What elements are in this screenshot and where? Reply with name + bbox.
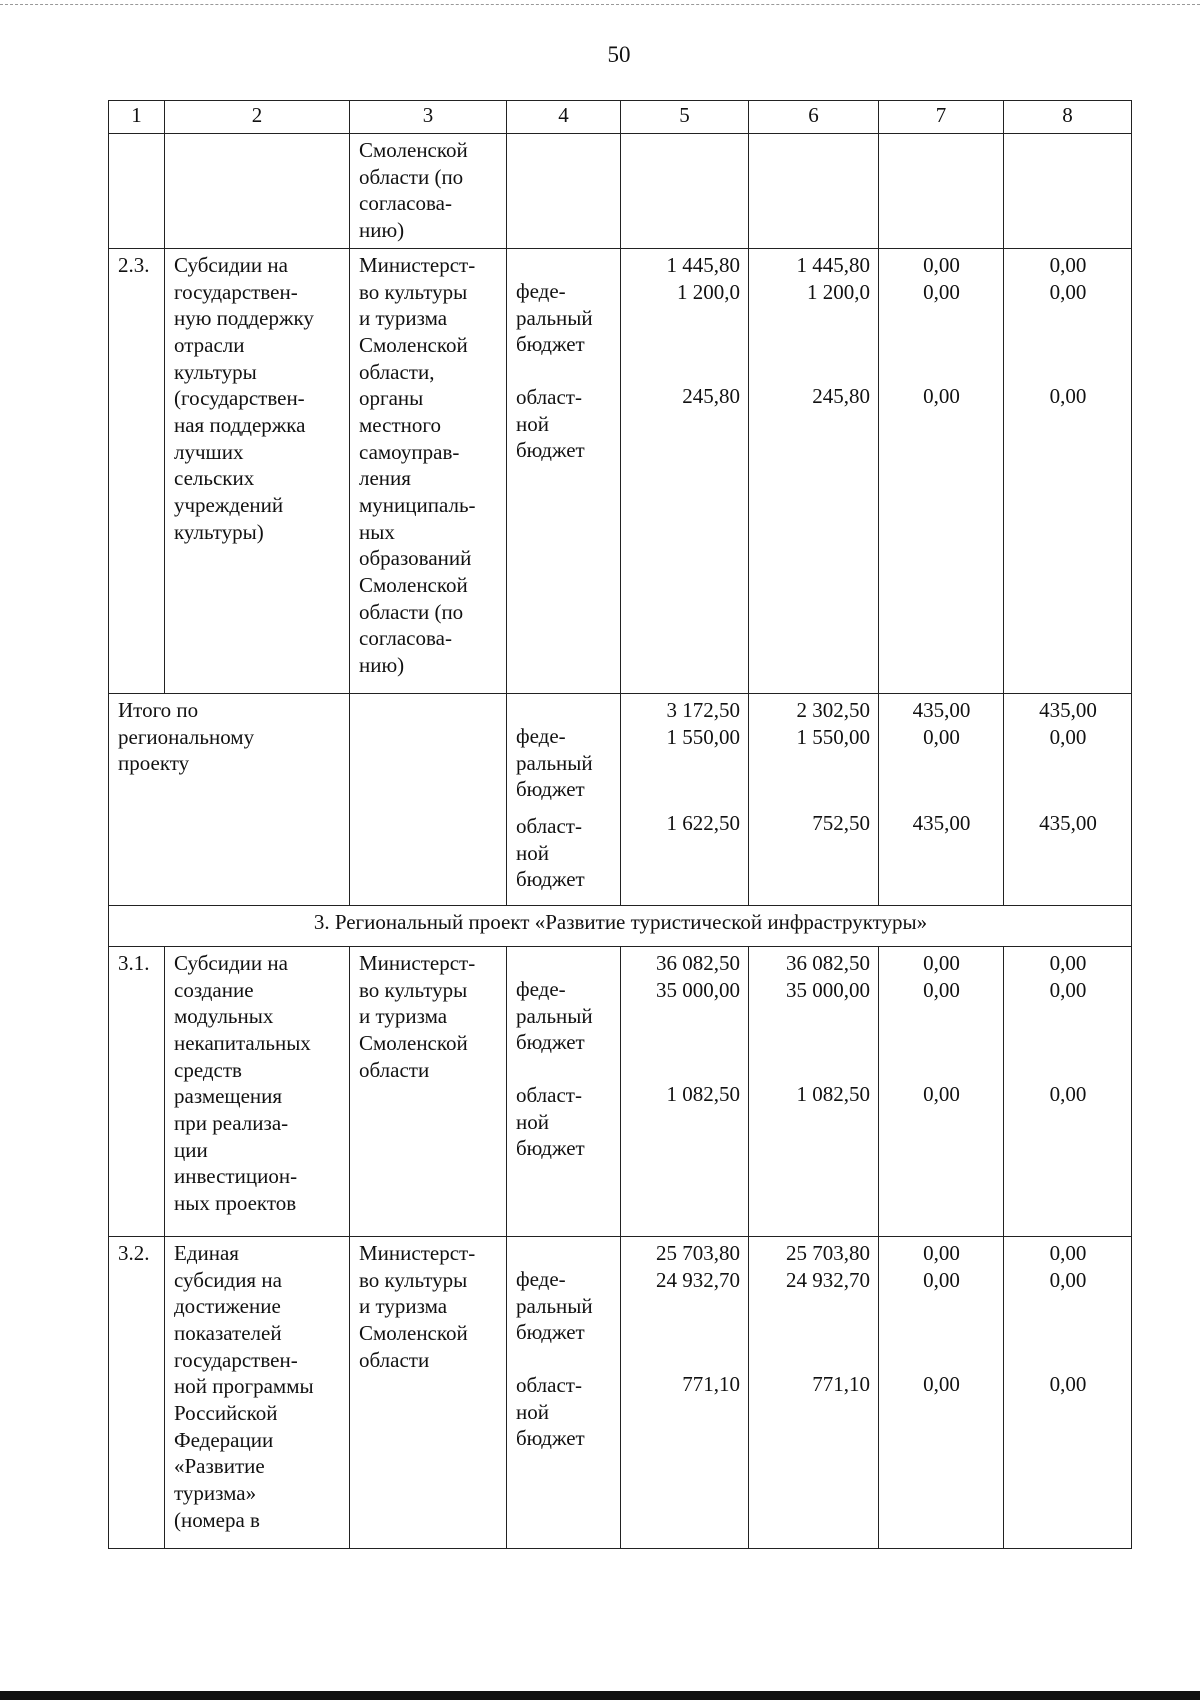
text-line: местного xyxy=(359,412,441,437)
text-line: област- xyxy=(516,813,582,838)
header-cell: 3 xyxy=(350,101,507,134)
cell-num: 3.2. xyxy=(109,1237,165,1549)
header-cell: 2 xyxy=(165,101,350,134)
text-line: учреждений xyxy=(174,492,284,517)
text-line: Субсидии на xyxy=(174,253,288,277)
cell-col5 xyxy=(621,947,749,1237)
text-line: создание xyxy=(174,977,254,1002)
text-line: культуры) xyxy=(174,519,264,544)
text-line: ления xyxy=(359,466,411,491)
value-total: 0,00 xyxy=(1049,951,1087,975)
value-total: 435,00 xyxy=(912,698,971,722)
value-total: 0,00 xyxy=(1049,1241,1087,1265)
value-regional: 0,00 xyxy=(1049,1372,1087,1397)
text-line: культуры xyxy=(174,359,257,384)
text-line: бюджет xyxy=(516,332,585,357)
text-line: области xyxy=(359,1057,430,1082)
cell-col7 xyxy=(879,249,1004,694)
text-line: сельских xyxy=(174,466,255,491)
text-line: Российской xyxy=(174,1400,278,1425)
text-line: Единая xyxy=(174,1241,239,1265)
value-regional: 0,00 xyxy=(923,1082,960,1107)
text-line: ную поддержку xyxy=(174,306,314,331)
cell-total-label xyxy=(109,694,350,906)
text-line: Итого по xyxy=(118,698,199,722)
value-federal: 1 550,00 xyxy=(796,724,870,749)
value-total: 0,00 xyxy=(923,1241,960,1265)
cell-col6 xyxy=(749,694,879,906)
cell-responsible xyxy=(350,134,507,249)
cell-name xyxy=(165,947,350,1237)
text-line: области, xyxy=(359,359,435,384)
text-line: Федерации xyxy=(174,1427,274,1452)
value-total: 2 302,50 xyxy=(796,698,870,722)
value-total: 25 703,80 xyxy=(786,1241,870,1265)
text-line: (государствен- xyxy=(174,386,305,411)
cell-num: 3.1. xyxy=(109,947,165,1237)
text-line: и туризма xyxy=(359,1004,448,1029)
header-cell: 5 xyxy=(621,101,749,134)
cell-source xyxy=(507,694,621,906)
value-federal: 0,00 xyxy=(1049,1267,1087,1292)
text-line: субсидия на xyxy=(174,1267,282,1292)
cell-col7 xyxy=(879,694,1004,906)
cell-col8 xyxy=(1004,134,1132,249)
value-regional: 245,80 xyxy=(812,384,870,409)
header-cell: 1 xyxy=(109,101,165,134)
scan-edge-bottom xyxy=(0,1691,1200,1700)
text-line: Смоленской xyxy=(359,572,468,597)
text-line: согласова- xyxy=(359,191,452,216)
cell-name xyxy=(165,134,350,249)
text-line: ных проектов xyxy=(174,1190,297,1215)
table-row-total xyxy=(109,694,1132,906)
value-regional: 435,00 xyxy=(912,811,971,836)
cell-col6 xyxy=(749,1237,879,1549)
text-line: Министерст- xyxy=(359,1241,476,1265)
text-line: бюджет xyxy=(516,1136,585,1161)
value-total: 0,00 xyxy=(1049,253,1087,277)
value-regional: 245,80 xyxy=(682,384,740,409)
cell-col8 xyxy=(1004,694,1132,906)
table-row-3-1 xyxy=(109,947,1132,1237)
value-total: 435,00 xyxy=(1039,698,1097,722)
header-cell: 6 xyxy=(749,101,879,134)
text-line: бюджет xyxy=(516,1320,585,1345)
text-line: област- xyxy=(516,1082,582,1107)
value-federal: 0,00 xyxy=(923,1267,960,1292)
cell-col8 xyxy=(1004,1237,1132,1549)
value-total: 25 703,80 xyxy=(656,1241,740,1265)
value-regional: 0,00 xyxy=(1049,384,1087,409)
value-federal: 0,00 xyxy=(1049,724,1087,749)
cell-col5 xyxy=(621,1237,749,1549)
cell-name xyxy=(165,249,350,694)
cell-responsible xyxy=(350,249,507,694)
text-line: и туризма xyxy=(359,306,448,331)
cell-col7 xyxy=(879,1237,1004,1549)
text-line: «Развитие xyxy=(174,1454,265,1479)
value-total: 36 082,50 xyxy=(656,951,740,975)
value-regional: 0,00 xyxy=(923,1372,960,1397)
cell-col7 xyxy=(879,947,1004,1237)
text-line: бюджет xyxy=(516,1030,585,1055)
cell-col6 xyxy=(749,947,879,1237)
cell-responsible xyxy=(350,947,507,1237)
section-title: 3. Региональный проект «Развитие туристической инфраструктуры» xyxy=(109,906,1132,947)
text-line: и туризма xyxy=(359,1294,448,1319)
text-line: бюджет xyxy=(516,867,585,892)
text-line: области (по xyxy=(359,164,464,189)
value-regional: 752,50 xyxy=(812,811,870,836)
text-line: государствен- xyxy=(174,1347,298,1372)
text-line: лучших xyxy=(174,439,244,464)
cell-col6 xyxy=(749,134,879,249)
cell-col8 xyxy=(1004,947,1132,1237)
value-regional: 435,00 xyxy=(1039,811,1097,836)
header-cell: 4 xyxy=(507,101,621,134)
value-federal: 35 000,00 xyxy=(786,977,870,1002)
cell-source xyxy=(507,249,621,694)
value-federal: 24 932,70 xyxy=(786,1267,870,1292)
value-regional: 1 082,50 xyxy=(796,1082,870,1107)
text-line: во культуры xyxy=(359,977,468,1002)
value-federal: 0,00 xyxy=(923,724,960,749)
text-line: согласова- xyxy=(359,626,452,651)
value-regional: 771,10 xyxy=(682,1372,740,1397)
table-header-row xyxy=(109,101,1132,134)
text-line: ных xyxy=(359,519,395,544)
value-federal: 1 550,00 xyxy=(666,724,740,749)
text-line: Смоленской xyxy=(359,1030,468,1055)
text-line: бюджет xyxy=(516,777,585,802)
text-line: при реализа- xyxy=(174,1110,289,1135)
text-line: муниципаль- xyxy=(359,492,476,517)
text-line: размещения xyxy=(174,1084,283,1109)
cell-col5 xyxy=(621,249,749,694)
value-regional: 1 622,50 xyxy=(666,811,740,836)
text-line: государствен- xyxy=(174,279,298,304)
page-number: 50 xyxy=(607,42,631,67)
scan-edge-top xyxy=(0,4,1200,5)
text-line: бюджет xyxy=(516,438,585,463)
text-line: нию) xyxy=(359,217,405,242)
text-line: Министерст- xyxy=(359,253,476,277)
cell-col5 xyxy=(621,694,749,906)
value-total: 0,00 xyxy=(923,951,960,975)
table-row-3-2 xyxy=(109,1237,1132,1549)
value-federal: 35 000,00 xyxy=(656,977,740,1002)
text-line: области xyxy=(359,1347,430,1372)
cell-source xyxy=(507,1237,621,1549)
cell-num: 2.3. xyxy=(109,249,165,694)
text-line: области (по xyxy=(359,599,464,624)
text-line: достижение xyxy=(174,1294,281,1319)
text-line: во культуры xyxy=(359,1267,468,1292)
cell-col8 xyxy=(1004,249,1132,694)
value-total: 0,00 xyxy=(923,253,960,277)
value-federal: 24 932,70 xyxy=(656,1267,740,1292)
value-regional: 771,10 xyxy=(812,1372,870,1397)
text-line: проекту xyxy=(118,751,190,776)
text-line: во культуры xyxy=(359,279,468,304)
table-row-section-3 xyxy=(109,906,1132,947)
cell-num xyxy=(109,134,165,249)
text-line: феде- xyxy=(516,977,566,1001)
text-line: ральный xyxy=(516,1003,593,1028)
text-line: Смоленской xyxy=(359,332,468,357)
cell-source xyxy=(507,947,621,1237)
table-row-2-3 xyxy=(109,249,1132,694)
cell-responsible xyxy=(350,1237,507,1549)
cell-responsible xyxy=(350,694,507,906)
text-line: органы xyxy=(359,386,424,411)
text-line: ции xyxy=(174,1137,208,1162)
text-line: феде- xyxy=(516,724,566,748)
text-line: Смоленской xyxy=(359,138,468,162)
text-line: нию) xyxy=(359,652,405,677)
text-line: феде- xyxy=(516,279,566,303)
text-line: феде- xyxy=(516,1267,566,1291)
text-line: (номера в xyxy=(174,1507,260,1532)
value-total: 36 082,50 xyxy=(786,951,870,975)
value-total: 1 445,80 xyxy=(666,253,740,277)
text-line: региональному xyxy=(118,724,255,749)
text-line: ной программы xyxy=(174,1374,314,1399)
value-federal: 1 200,0 xyxy=(677,279,740,304)
cell-source xyxy=(507,134,621,249)
text-line: некапитальных xyxy=(174,1030,311,1055)
text-line: инвестицион- xyxy=(174,1164,298,1189)
text-line: ной xyxy=(516,1399,549,1424)
text-line: ральный xyxy=(516,750,593,775)
text-line: Смоленской xyxy=(359,1320,468,1345)
header-cell: 8 xyxy=(1004,101,1132,134)
text-line: модульных xyxy=(174,1004,274,1029)
value-federal: 0,00 xyxy=(923,279,960,304)
value-federal: 0,00 xyxy=(1049,977,1087,1002)
text-line: Министерст- xyxy=(359,951,476,975)
header-cell: 7 xyxy=(879,101,1004,134)
value-regional: 1 082,50 xyxy=(666,1082,740,1107)
value-total: 1 445,80 xyxy=(796,253,870,277)
text-line: ной xyxy=(516,1109,549,1134)
text-line: ральный xyxy=(516,305,593,330)
cell-name xyxy=(165,1237,350,1549)
text-line: Субсидии на xyxy=(174,951,288,975)
value-total: 3 172,50 xyxy=(666,698,740,722)
text-line: самоуправ- xyxy=(359,439,460,464)
text-line: отрасли xyxy=(174,332,245,357)
text-line: ная поддержка xyxy=(174,412,306,437)
value-regional: 0,00 xyxy=(1049,1082,1087,1107)
text-line: образований xyxy=(359,546,472,571)
budget-table xyxy=(108,100,1132,1549)
text-line: ральный xyxy=(516,1293,593,1318)
text-line: област- xyxy=(516,384,582,409)
text-line: бюджет xyxy=(516,1426,585,1451)
value-federal: 1 200,0 xyxy=(807,279,870,304)
table-row-continuation xyxy=(109,134,1132,249)
text-line: област- xyxy=(516,1372,582,1397)
value-regional: 0,00 xyxy=(923,384,960,409)
cell-col6 xyxy=(749,249,879,694)
text-line: туризма» xyxy=(174,1480,257,1505)
value-federal: 0,00 xyxy=(1049,279,1087,304)
cell-col5 xyxy=(621,134,749,249)
text-line: средств xyxy=(174,1057,242,1082)
text-line: ной xyxy=(516,411,549,436)
cell-col7 xyxy=(879,134,1004,249)
text-line: ной xyxy=(516,840,549,865)
value-federal: 0,00 xyxy=(923,977,960,1002)
text-line: показателей xyxy=(174,1320,282,1345)
